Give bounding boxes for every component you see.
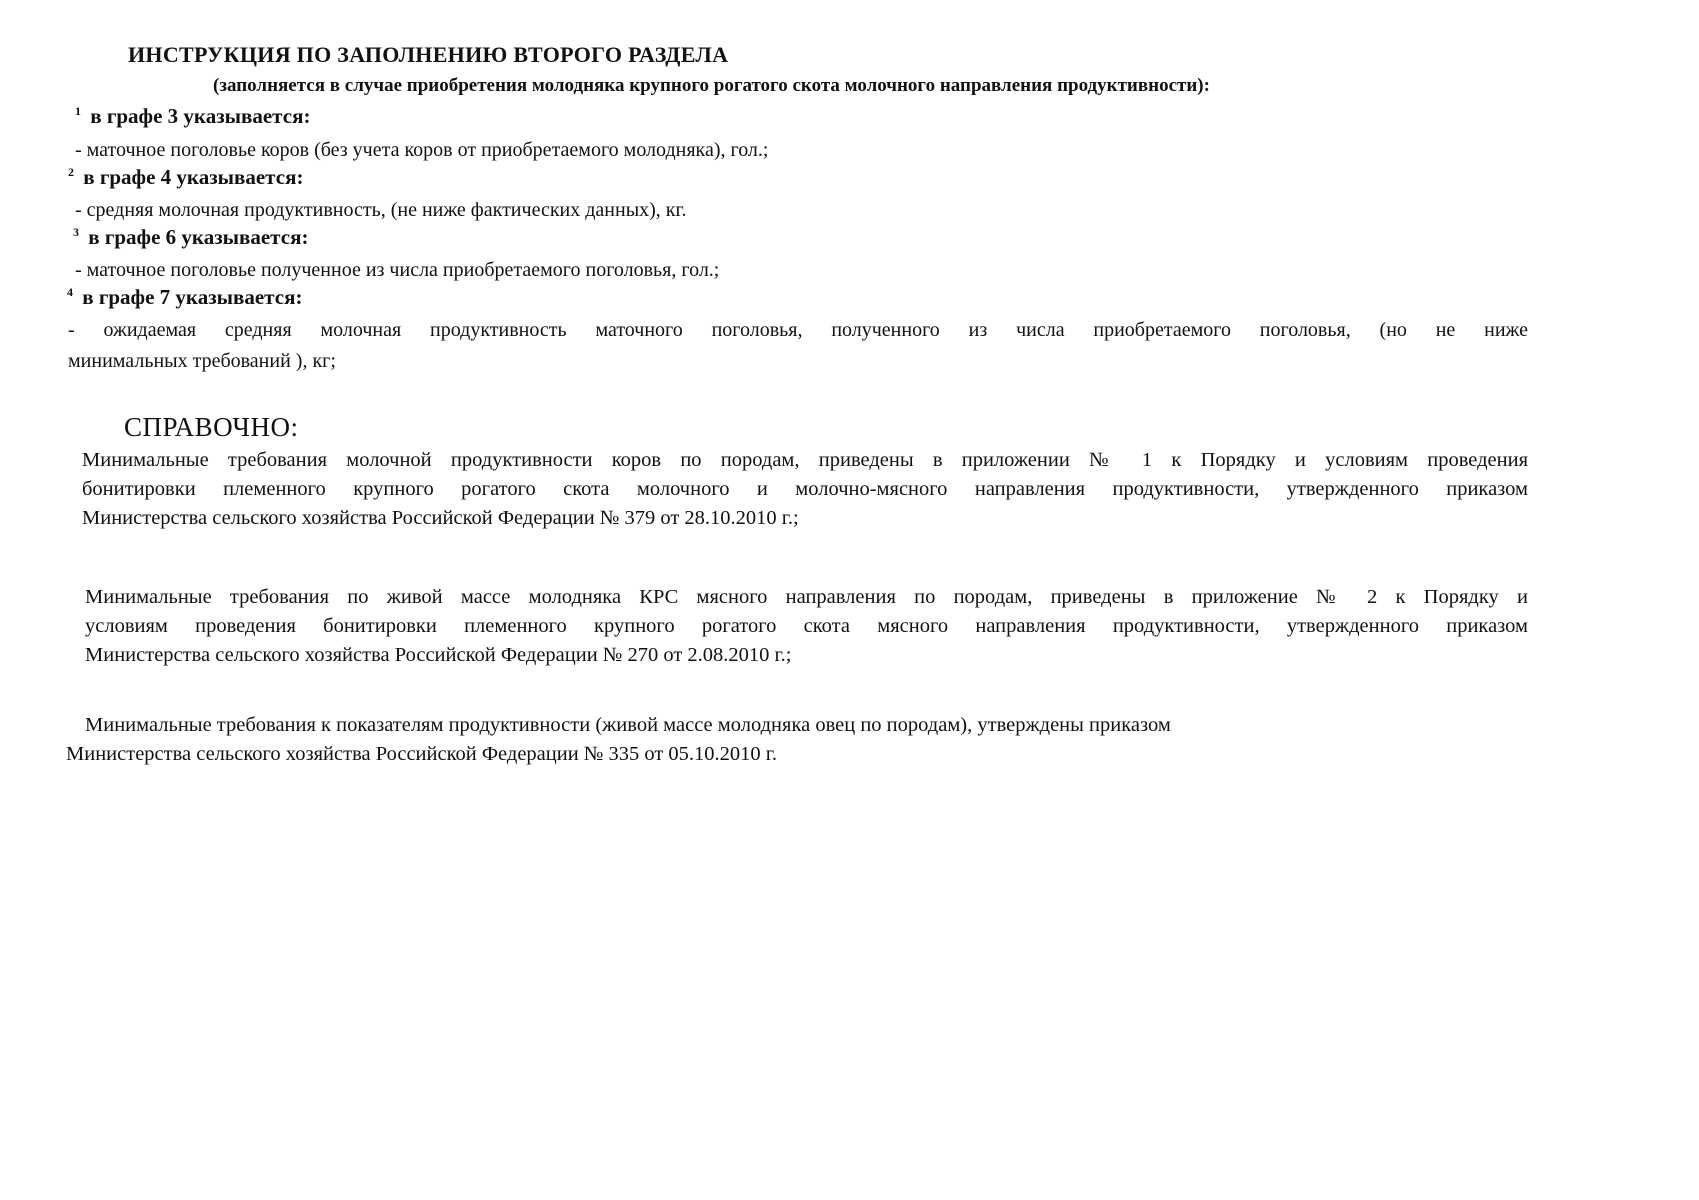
- reference-paragraph-3-line-2: Министерства сельского хозяйства Российской Федерации № 335 от 05.10.2010 г.: [66, 743, 778, 765]
- item-1-text: - маточное поголовье коров (без учета коров от приобретаемого молодняка), гол.;: [75, 139, 769, 161]
- reference-paragraph-1-line-3: Министерства сельского хозяйства Российской Федерации № 379 от 28.10.2010 г.;: [82, 507, 799, 529]
- reference-paragraph-1: [82, 446, 1528, 533]
- item-4-text-line-2: минимальных требований ), кг;: [68, 350, 336, 372]
- reference-paragraph-1-line-2: бонитировки племенного крупного рогатого скота молочного и молочно-мясного направления продуктивности, утвержденного приказом: [82, 478, 1528, 500]
- item-2-marker: 2: [68, 165, 74, 179]
- item-1-heading-text: в графе 3 указывается:: [90, 104, 311, 128]
- reference-paragraph-1-line-1: Минимальные требования молочной продуктивности коров по породам, приведены в приложении № 1 к Порядку и условиям проведения: [82, 449, 1528, 471]
- item-4-heading: [67, 285, 302, 310]
- reference-paragraph-3-line-1: Минимальные требования к показателям продуктивности (живой массе молодняка овец по породам), утверждены приказом: [85, 714, 1171, 736]
- item-3-heading-text: в графе 6 указывается:: [88, 225, 309, 249]
- item-3-marker: 3: [73, 225, 79, 239]
- item-1-heading: [75, 104, 310, 129]
- reference-paragraph-3: [66, 711, 1466, 769]
- reference-paragraph-2-line-1: Минимальные требования по живой массе молодняка КРС мясного направления по породам, приведены в приложение № 2 к Порядку и: [85, 586, 1528, 608]
- reference-title: СПРАВОЧНО:: [124, 412, 299, 442]
- item-2-heading: [68, 165, 303, 190]
- item-4-text-line-1: - ожидаемая средняя молочная продуктивность маточного поголовья, полученного из числа приобретаемого поголовья, (но не ниже: [68, 319, 1528, 341]
- item-3-text: - маточное поголовье полученное из числа приобретаемого поголовья, гол.;: [75, 259, 720, 281]
- item-4-heading-text: в графе 7 указывается:: [82, 285, 303, 309]
- document-subtitle: (заполняется в случае приобретения молодняка крупного рогатого скота молочного направления продуктивности):: [213, 75, 1210, 96]
- item-3-heading: [73, 225, 308, 250]
- reference-paragraph-2: [85, 583, 1528, 670]
- item-4-marker: 4: [67, 285, 73, 299]
- item-2-text: - средняя молочная продуктивность, (не ниже фактических данных), кг.: [75, 199, 687, 221]
- item-1-marker: 1: [75, 104, 81, 118]
- reference-paragraph-2-line-3: Министерства сельского хозяйства Российской Федерации № 270 от 2.08.2010 г.;: [85, 644, 792, 666]
- item-2-heading-text: в графе 4 указывается:: [83, 165, 304, 189]
- reference-paragraph-2-line-2: условиям проведения бонитировки племенного крупного рогатого скота мясного направления продуктивности, утвержденного приказом: [85, 615, 1528, 637]
- document-title: ИНСТРУКЦИЯ ПО ЗАПОЛНЕНИЮ ВТОРОГО РАЗДЕЛА: [128, 42, 729, 67]
